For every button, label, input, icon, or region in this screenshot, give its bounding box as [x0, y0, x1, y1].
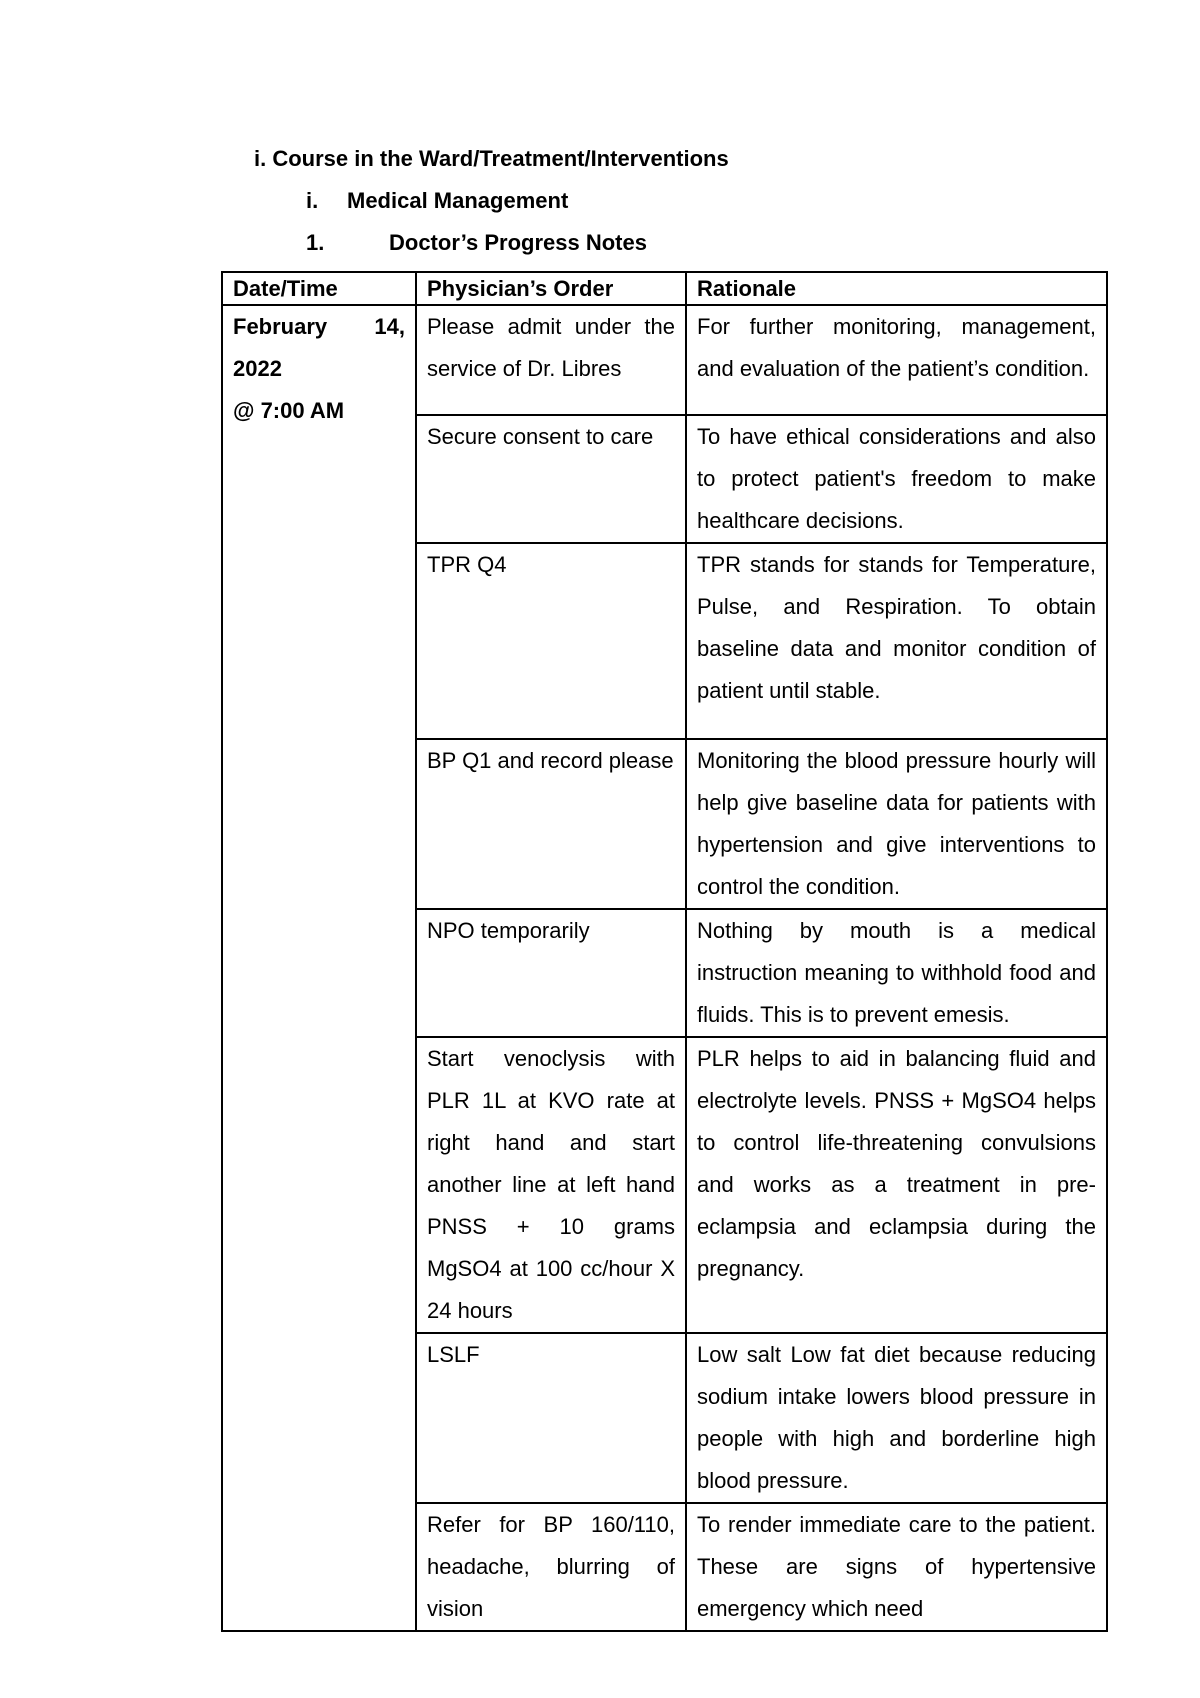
progress-notes-table: [221, 271, 1108, 1632]
order-cell: Start venoclysis with PLR 1L at KVO rate at right hand and start another line at left hand PNSS + 10 grams MgSO4 at 100 cc/hour X 24 hours: [416, 1037, 686, 1333]
order-cell: NPO temporarily: [416, 909, 686, 1037]
item-number: 1.: [306, 230, 325, 255]
date-time: @ 7:00 AM: [233, 398, 345, 423]
order-cell: Secure consent to care: [416, 415, 686, 543]
date-time-cell: [222, 305, 416, 1631]
item-heading: Doctor’s Progress Notes: [389, 230, 647, 255]
rationale-cell: TPR stands for stands for Temperature, Pulse, and Respiration. To obtain baseline data and monitor condition of patient until stable.: [686, 543, 1107, 739]
rationale-cell: To have ethical considerations and also to protect patient's freedom to make healthcare decisions.: [686, 415, 1107, 543]
column-header-physician-order: Physician’s Order: [416, 272, 686, 305]
rationale-cell: Low salt Low fat diet because reducing sodium intake lowers blood pressure in people with high and borderline high blood pressure.: [686, 1333, 1107, 1503]
rationale-cell: Monitoring the blood pressure hourly will help give baseline data for patients with hypertension and give interventions to control the condition.: [686, 739, 1107, 909]
order-cell: LSLF: [416, 1333, 686, 1503]
rationale-cell: To render immediate care to the patient. These are signs of hypertensive emergency which need: [686, 1503, 1107, 1631]
column-header-rationale: Rationale: [686, 272, 1107, 305]
rationale-cell: PLR helps to aid in balancing fluid and electrolyte levels. PNSS + MgSO4 helps to control life-threatening convulsions and works as a treatment in pre-eclampsia and eclampsia during the pregnancy.: [686, 1037, 1107, 1333]
date-month: February: [233, 314, 328, 339]
order-cell: Please admit under the service of Dr. Libres: [416, 305, 686, 415]
table-row: [222, 305, 1107, 415]
date-day: 14,: [374, 314, 405, 339]
date-line: [233, 306, 405, 348]
order-cell: TPR Q4: [416, 543, 686, 739]
date-year: 2022: [233, 356, 282, 381]
order-cell: Refer for BP 160/110, headache, blurring of vision: [416, 1503, 686, 1631]
rationale-cell: For further monitoring, management, and evaluation of the patient’s condition.: [686, 305, 1107, 415]
order-cell: BP Q1 and record please: [416, 739, 686, 909]
subsection-number: i.: [306, 188, 319, 213]
rationale-cell: Nothing by mouth is a medical instruction meaning to withhold food and fluids. This is to prevent emesis.: [686, 909, 1107, 1037]
table-header-row: [222, 272, 1107, 305]
subsection-heading: Medical Management: [347, 188, 569, 213]
section-heading: i. Course in the Ward/Treatment/Interventions: [254, 146, 729, 171]
column-header-date-time: Date/Time: [222, 272, 416, 305]
